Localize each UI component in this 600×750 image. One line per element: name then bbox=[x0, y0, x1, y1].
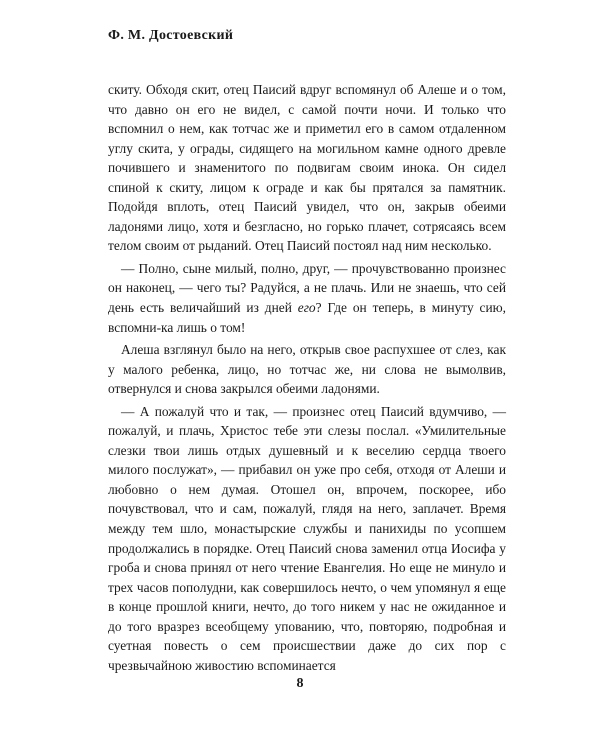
paragraph-2 bbox=[108, 259, 506, 337]
running-head: Ф. М. Достоевский bbox=[108, 28, 234, 43]
paragraph-1: скиту. Обходя скит, отец Паисий вдруг вспомянул об Алеше и о том, что давно он его не видел, с самой почти ночи. И только что вспомнил о нем, как тотчас же и приметил его в самом отдаленном углу скита, у ограды, сидящего на могильном камне одного древле почившего и знаменитого по подвигам своим инока. Он сидел спиной к скиту, лицом к ограде и как бы прятался за памятник. Подойдя вплоть, отец Паисий увидел, что он, закрыв обеими ладонями лицо, хотя и безгласно, но горько плачет, сотрясаясь всем телом своим от рыданий. Отец Паисий постоял над ним несколько. bbox=[108, 82, 506, 254]
page-number: 8 bbox=[296, 676, 304, 691]
paragraph-2-start: — Полно, сыне милый, полно, друг, — прочувствованно произнес он наконец, — чего ты? Радуйся, а не плачь. Или не знаешь, что сей день есть величайший из дней bbox=[108, 260, 506, 316]
paragraph-2-end: ? Где он теперь, в минуту сию, вспомни-ка лишь о том! bbox=[108, 300, 506, 335]
paragraph-2-italic: его bbox=[297, 300, 316, 316]
paragraph-3: Алеша взглянул было на него, открыв свое распухшее от слез, как у малого ребенка, лицо, но тотчас же, ни слова не вымолвив, отвернулся и снова закрылся обеими ладонями. bbox=[108, 342, 506, 397]
paragraph-4: — А пожалуй что и так, — произнес отец Паисий вдумчиво, — пожалуй, и плачь, Христос тебе эти слезы послал. «Умилительные слезки твои лишь отдых душевный и к веселию сердца твоего милого послужат», — прибавил он уже про себя, отходя от Алеши и любовно о нем думая. Отошел он, впрочем, поскорее, ибо почувствовал, что и сам, пожалуй, глядя на него, заплачет. Время между тем шло, монастырские службы и панихиды по усопшем продолжались в порядке. Отец Паисий снова заменил отца Иосифа у гроба и снова принял от него чтение Евангелия. Но еще не минуло и трех часов пополудни, как совершилось нечто, о чем упомянул я еще в конце прошлой книги, нечто, до того никем у нас не ожиданное и до того вразрез всеобщему упованию, что, повторяю, подробная и суетная повесть о сем происшествии даже до сих пор с чрезвычайною живостию вспоминается bbox=[108, 403, 506, 673]
body-text bbox=[108, 80, 506, 675]
